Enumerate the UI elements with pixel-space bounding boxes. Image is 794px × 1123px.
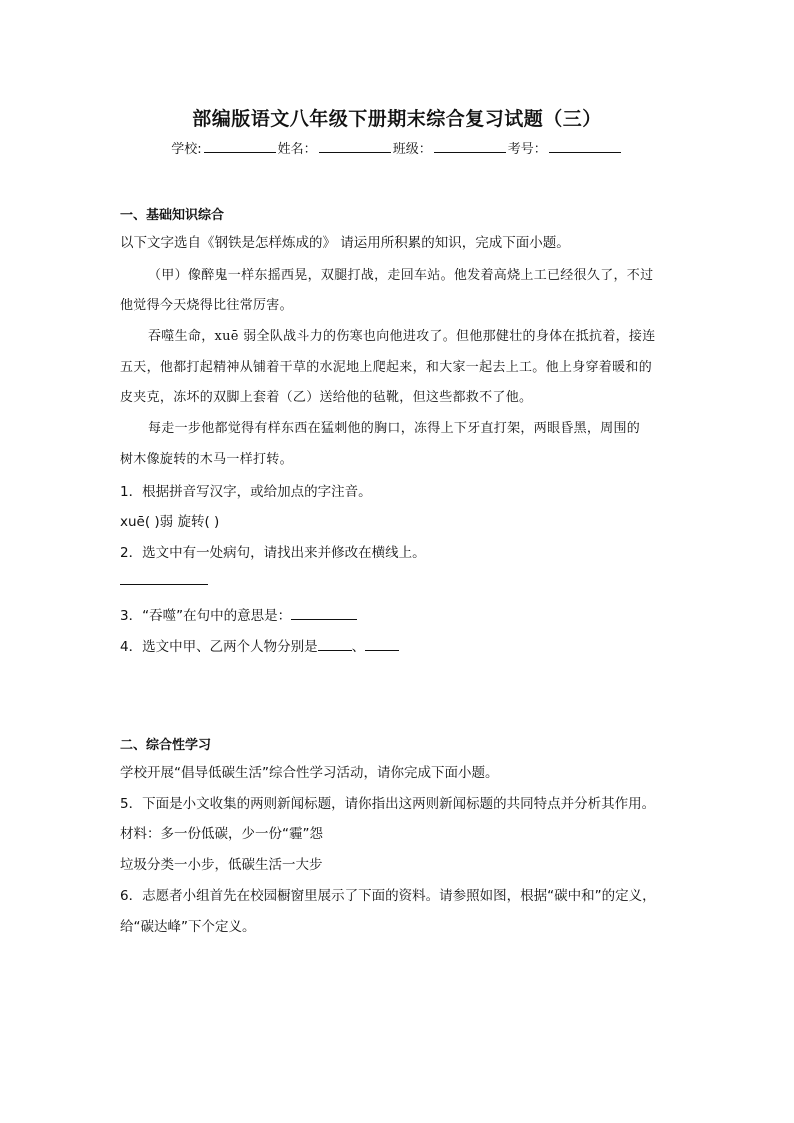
section1-intro: 以下文字选自《钢铁是怎样炼成的》 请运用所积累的知识，完成下面小题。	[120, 235, 570, 251]
question-4	[120, 635, 399, 655]
passage-line: 每走一步他都觉得有样东西在猛刺他的胸口，冻得上下牙直打架，两眼昏黑，周围的	[148, 421, 641, 436]
question-4-text: 4．选文中甲、乙两个人物分别是	[120, 639, 318, 655]
class-label: 班级：	[392, 142, 432, 157]
passage-line: 他觉得今天烧得比往常厉害。	[120, 298, 293, 313]
passage-line: 树木像旋转的木马一样打转。	[120, 452, 293, 467]
section2-heading: 二、综合性学习	[120, 738, 212, 753]
exam-no-label: 考号：	[507, 142, 547, 157]
question-4-sep: 、	[351, 639, 366, 655]
name-blank[interactable]	[319, 140, 391, 153]
page-title: 部编版语文八年级下册期末综合复习试题（三）	[192, 108, 602, 130]
student-info-line	[0, 138, 794, 157]
passage-line: 五天，他都打起精神从铺着干草的水泥地上爬起来，和大家一起去上工。他上身穿着暖和的	[120, 360, 653, 375]
question-1-answer: xuē( )弱 旋转( )	[120, 514, 220, 530]
question-1: 1．根据拼音写汉字，或给加点的字注音。	[120, 484, 372, 500]
material-1: 材料：多一份低碳，少一份“霾”怨	[120, 826, 323, 842]
material-2: 垃圾分类一小步，低碳生活一大步	[120, 857, 323, 873]
question-6-line2: 给“碳达峰”下个定义。	[120, 919, 256, 935]
school-label: 学校:	[171, 142, 202, 157]
school-blank[interactable]	[204, 140, 276, 153]
exam-no-blank[interactable]	[549, 140, 621, 153]
question-5: 5．下面是小文收集的两则新闻标题，请你指出这两则新闻标题的共同特点并分析其作用。	[120, 796, 656, 812]
question-2-answer-blank[interactable]	[120, 570, 208, 585]
passage-line: （甲）像醉鬼一样东摇西晃，双腿打战，走回车站。他发着高烧上工已经很久了，不过	[148, 268, 654, 283]
passage-line: 吞噬生命，xuē 弱全队战斗力的伤寒也向他进攻了。但他那健壮的身体在抵抗着，接连	[148, 329, 656, 344]
question-3-blank[interactable]	[291, 607, 357, 620]
question-4-blank-a[interactable]	[318, 638, 352, 651]
question-3	[120, 604, 357, 624]
section2-intro: 学校开展“倡导低碳生活”综合性学习活动，请你完成下面小题。	[120, 765, 499, 781]
section1-heading: 一、基础知识综合	[120, 208, 225, 223]
question-2: 2．选文中有一处病句，请找出来并修改在横线上。	[120, 545, 426, 561]
passage-line: 皮夹克，冻坏的双脚上套着（乙）送给他的毡靴，但这些都救不了他。	[120, 390, 533, 405]
name-label: 姓名：	[277, 142, 317, 157]
question-6-line1: 6．志愿者小组首先在校园橱窗里展示了下面的资料。请参照如图，根据“碳中和”的定义，	[120, 888, 656, 904]
question-4-blank-b[interactable]	[365, 638, 399, 651]
class-blank[interactable]	[434, 140, 506, 153]
question-3-text: 3．“吞噬”在句中的意思是：	[120, 608, 292, 624]
